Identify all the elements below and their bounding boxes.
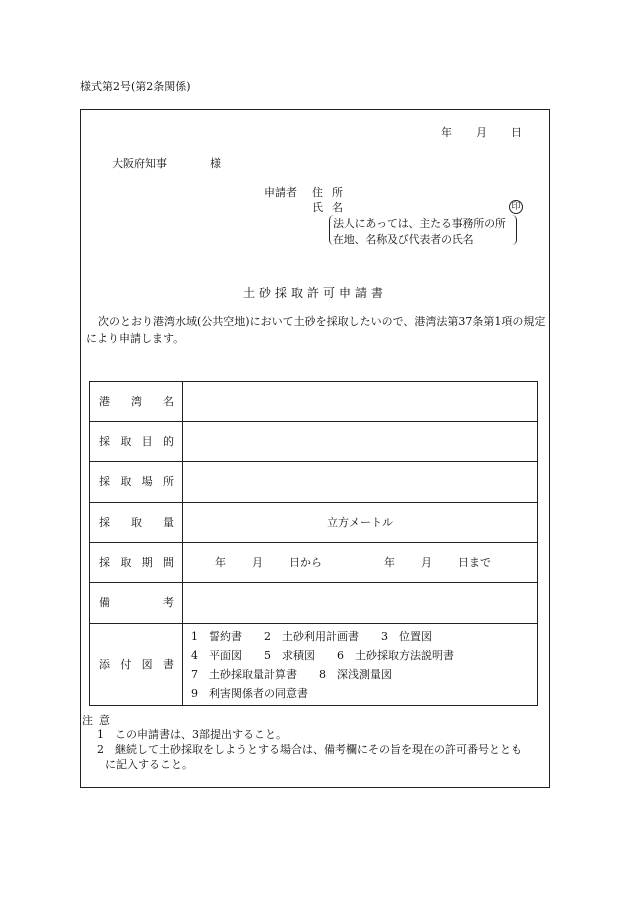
quantity-unit: 立方メートル: [183, 503, 538, 543]
table-row-period: [90, 543, 538, 583]
label-char: 目: [141, 434, 153, 448]
label-char: 書: [162, 657, 174, 671]
form-number-label: 様式第2号(第2条関係): [80, 80, 191, 93]
attachment-line-1: 1 誓約書 2 土砂利用計画書 3 位置図: [191, 629, 432, 643]
table-row-attachments: [90, 624, 538, 706]
date-day-label: 日: [511, 126, 522, 139]
quantity-label: [99, 516, 174, 529]
label-char: 取: [120, 555, 132, 569]
name-label: 氏名: [312, 201, 352, 214]
note-item-2-line-2: に記入すること。: [105, 758, 193, 771]
application-body-text: 次のとおり港湾水域(公共空地)において土砂を採取したいので、港湾法第37条第1項の規定により申請します。: [86, 315, 546, 345]
label-char: 所: [162, 475, 174, 489]
note-item-1: 1 この申請書は、3部提出すること。: [97, 728, 287, 741]
address-label: 住所: [312, 186, 352, 199]
row-label-cell: [90, 382, 183, 422]
label-char: 間: [162, 555, 174, 569]
table-row-remarks: [90, 583, 538, 624]
table-row-port-name: [90, 382, 538, 422]
document-title: 土砂採取許可申請書: [242, 286, 387, 300]
attachment-line-3: 7 土砂採取量計算書 8 深浅測量図: [191, 667, 392, 681]
label-char: 備: [99, 596, 110, 610]
location-label: [99, 475, 174, 488]
period-start-day: 日から: [289, 555, 322, 569]
period-start-year: 年: [215, 555, 226, 569]
note-item-2-line-1: 2 継続して土砂採取をしようとする場合は、備考欄にその旨を現在の許可番号ととも: [97, 743, 522, 756]
purpose-label: [99, 435, 174, 448]
label-char: 考: [163, 596, 174, 610]
remarks-value: [183, 583, 538, 624]
date-year-label: 年: [441, 126, 452, 139]
row-label-cell: [90, 543, 183, 583]
row-label-cell: [90, 624, 183, 706]
attachment-line-4: 9 利害関係者の同意書: [191, 686, 308, 700]
label-char: 期: [141, 555, 153, 569]
label-char: 取: [120, 475, 132, 489]
label-char: 取: [131, 515, 142, 529]
label-char: 添: [99, 657, 110, 671]
remarks-label: [99, 596, 174, 609]
attachment-line-2: 4 平面図 5 求積図 6 土砂採取方法説明書: [191, 648, 454, 662]
label-char: 場: [141, 475, 153, 489]
port-name-label: [99, 395, 174, 408]
label-char: 付: [120, 657, 132, 671]
date-month-label: 月: [476, 126, 487, 139]
label-char: 採: [99, 475, 110, 489]
corporate-note-line-1: 法人にあっては、主たる事務所の所: [333, 217, 506, 230]
period-label: [99, 556, 174, 569]
table-row-quantity: [90, 503, 538, 543]
label-char: 図: [141, 657, 153, 671]
label-char: 採: [99, 434, 110, 448]
period-end-day: 日まで: [458, 555, 491, 569]
row-label-cell: [90, 422, 183, 462]
table-row-location: [90, 462, 538, 503]
row-label-cell: [90, 503, 183, 543]
period-end-year: 年: [384, 555, 395, 569]
table-row-purpose: [90, 422, 538, 462]
attachments-list: [183, 624, 538, 706]
attachments-label: [99, 658, 174, 671]
period-end-month: 月: [421, 555, 432, 569]
notes-heading: 注意: [82, 714, 116, 727]
corporate-note-line-2: 在地、名称及び代表者の氏名: [333, 233, 474, 246]
application-details-table: [89, 381, 538, 706]
label-char: 湾: [131, 394, 142, 408]
addressee-honorific: 様: [210, 157, 221, 170]
label-char: 採: [99, 555, 110, 569]
label-char: 取: [120, 434, 132, 448]
label-char: 的: [162, 434, 174, 448]
period-value-cell: [183, 543, 538, 583]
label-char: 名: [163, 394, 174, 408]
location-value: [183, 462, 538, 503]
label-char: 採: [99, 515, 110, 529]
period-start-month: 月: [252, 555, 263, 569]
period-value: [183, 556, 537, 569]
purpose-value: [183, 422, 538, 462]
seal-mark: 印: [509, 200, 523, 214]
label-char: 港: [99, 394, 110, 408]
applicant-label: 申請者: [264, 186, 297, 199]
label-char: 量: [163, 515, 174, 529]
port-name-value: [183, 382, 538, 422]
row-label-cell: [90, 462, 183, 503]
row-label-cell: [90, 583, 183, 624]
addressee-name: 大阪府知事: [112, 157, 167, 170]
